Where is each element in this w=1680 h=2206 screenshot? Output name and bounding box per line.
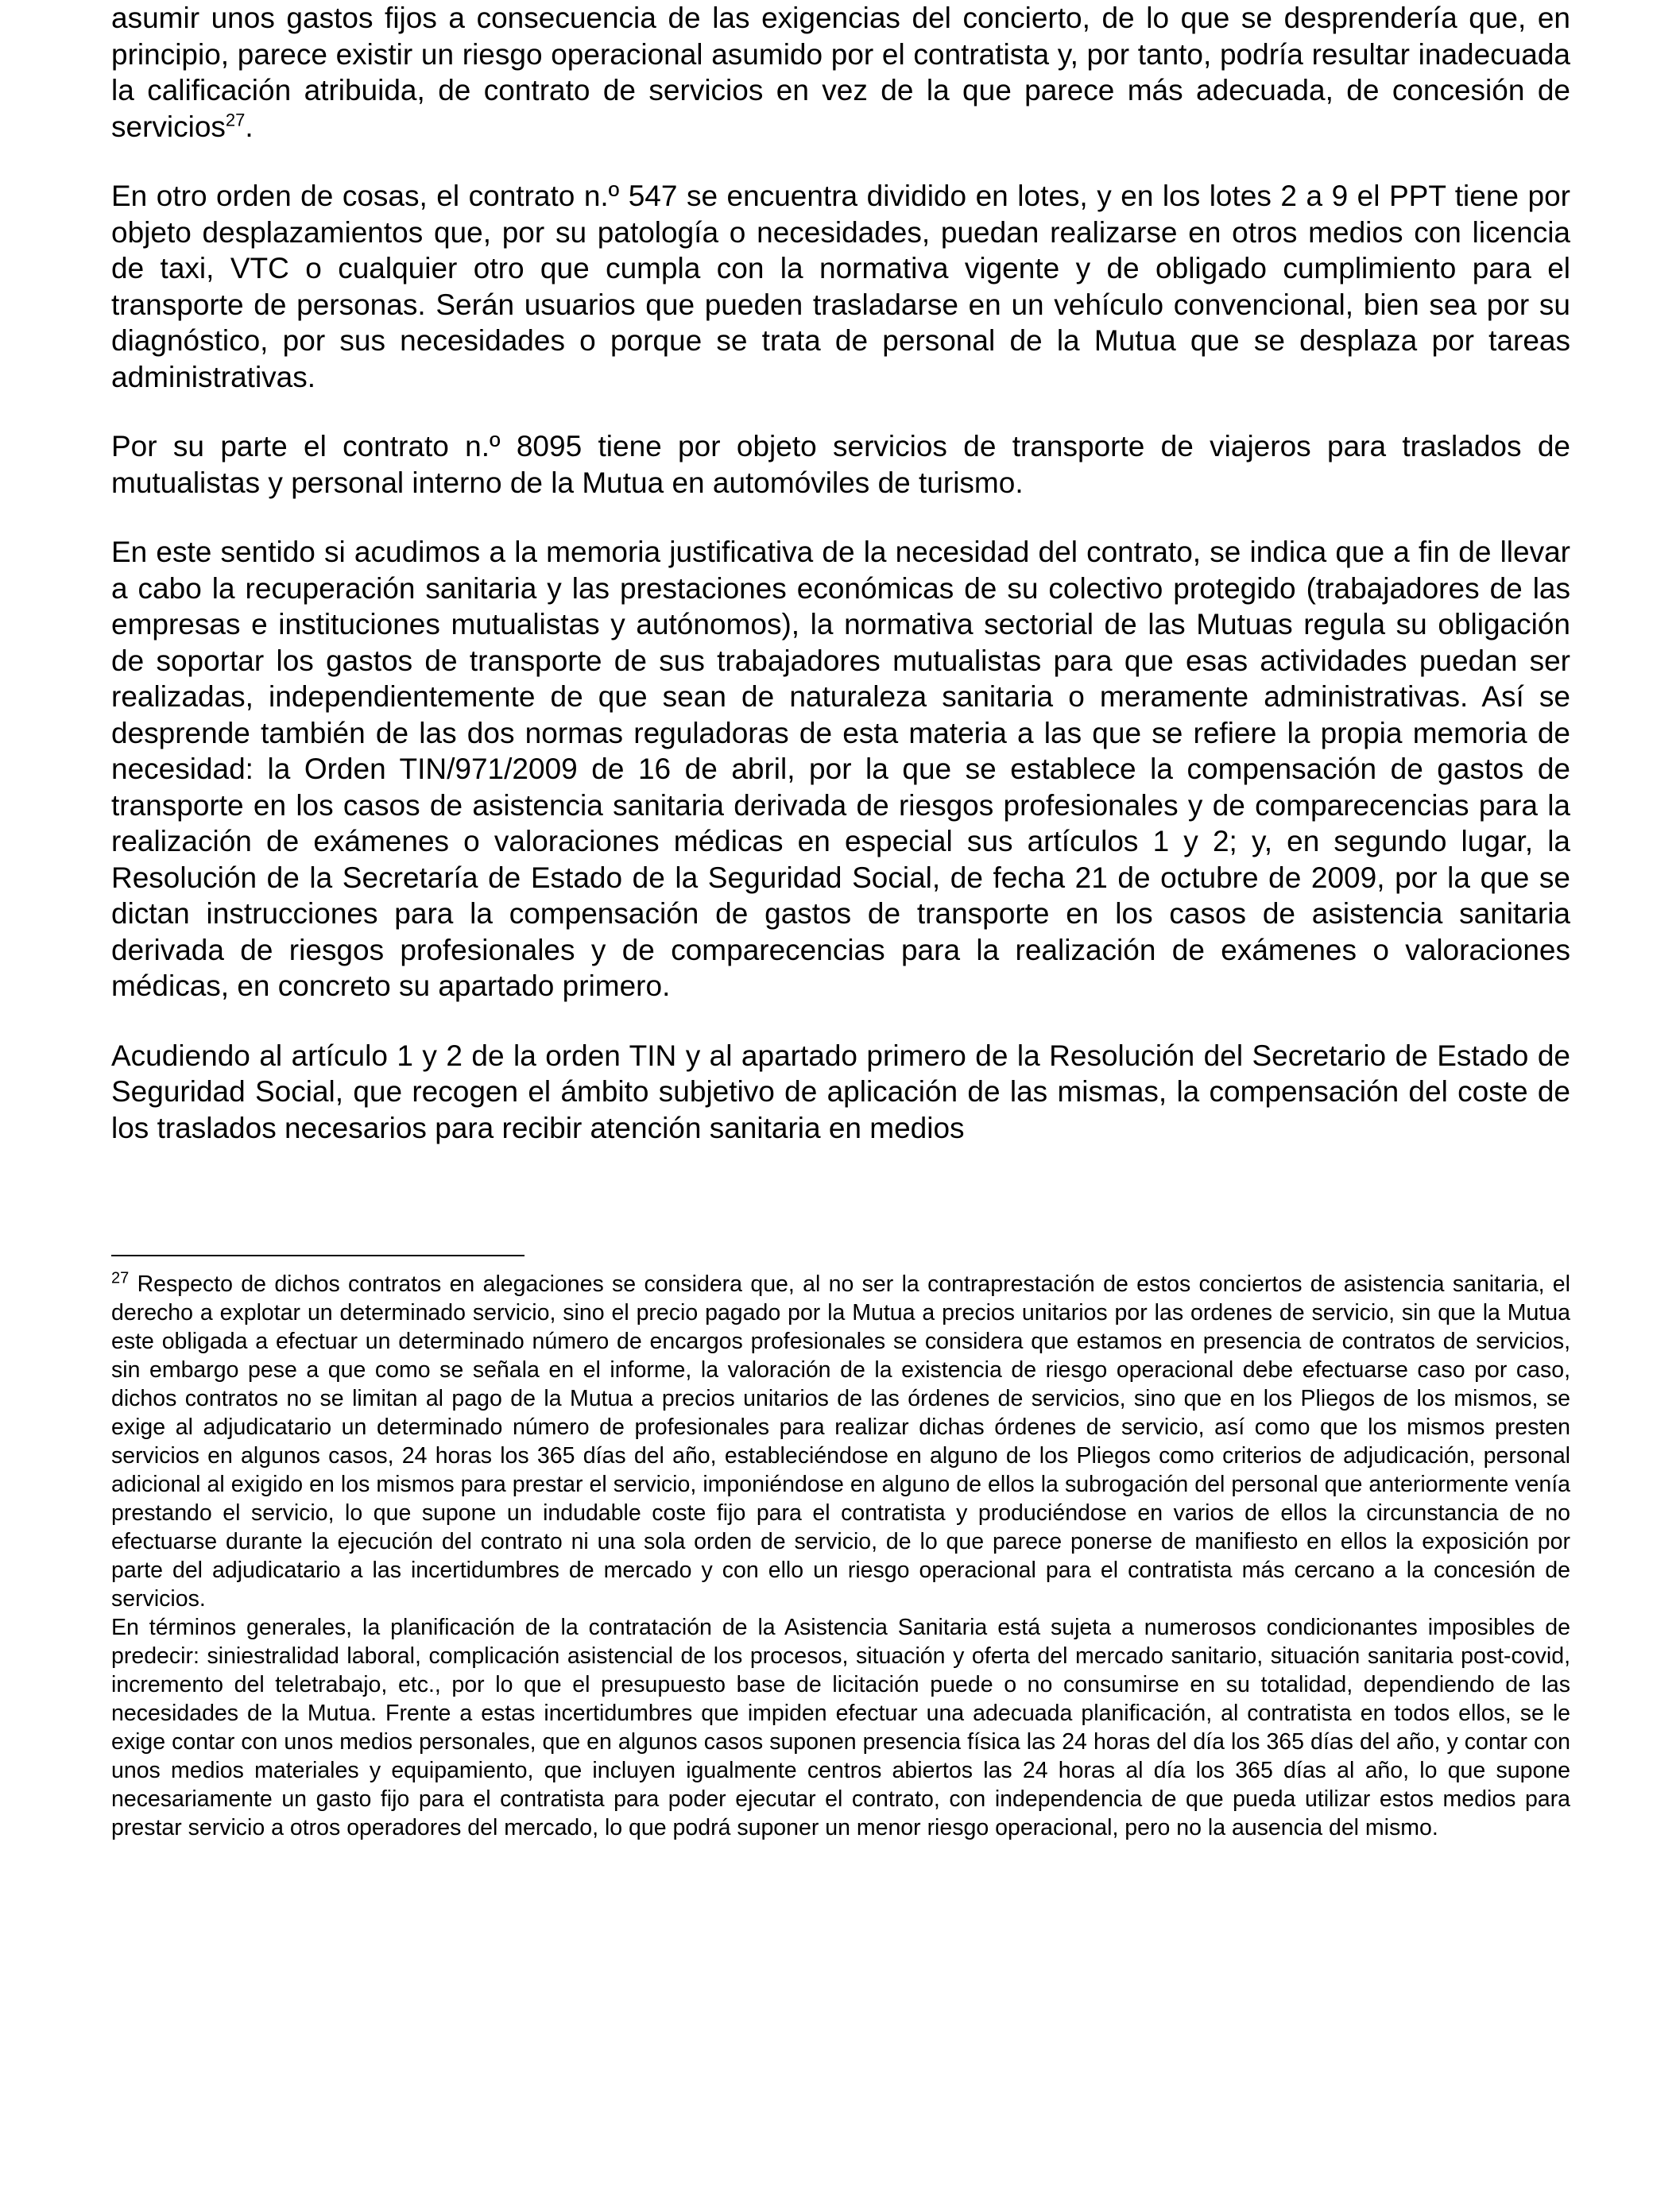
paragraph-1 [111,0,1570,145]
paragraph-3: Por su parte el contrato n.º 8095 tiene por objeto servicios de transporte de viajeros para traslados de mutualistas y personal interno de la Mutua en automóviles de turismo. [111,430,1570,499]
paragraph-1-tail: . [245,110,254,143]
footnote-reference-27: 27 [225,110,246,130]
footnote-27 [111,1270,1570,1613]
paragraph-5: Acudiendo al artículo 1 y 2 de la orden TIN y al apartado primero de la Resolución del Secretario de Estado de Seguridad Social, que recogen el ámbito subjetivo de aplicación de las mismas, la compensación del coste de los traslados necesarios para recibir atención sanitaria en medios [111,1039,1570,1144]
footnote-27-continuation: En términos generales, la planificación de la contratación de la Asistencia Sanitaria está sujeta a numerosos condicionantes imposibles de predecir: siniestralidad laboral, complicación asistencial de los procesos, situación y oferta del mercado sanitario, situación sanitaria post-covid, incremento del teletrabajo, etc., por lo que el presupuesto base de licitación puede o no consumirse en su totalidad, dependiendo de las necesidades de la Mutua. Frente a estas incertidumbres que impiden efectuar una adecuada planificación, al contratista en todos ellos, se le exige contar con unos medios personales, que en algunos casos suponen presencia física las 24 horas del día los 365 días del año, y contar con unos medios materiales y equipamiento, que incluyen igualmente centros abiertos las 24 horas al día los 365 días al año, lo que supone necesariamente un gasto fijo para el contratista para poder ejecutar el contrato, con independencia de que pueda utilizar estos medios para prestar servicio a otros operadores del mercado, lo que podrá suponer un menor riesgo operacional, pero no la ausencia del mismo. [111,1615,1570,1840]
paragraph-1-text: asumir unos gastos fijos a consecuencia de las exigencias del concierto, de lo que se desprendería que, en principio, parece existir un riesgo operacional asumido por el contratista y, por tanto, podría resultar inadecuada la calificación atribuida, de contrato de servicios en vez de la que parece más adecuada, de concesión de servicios [111,2,1570,143]
paragraph-4: En este sentido si acudimos a la memoria justificativa de la necesidad del contrato, se indica que a fin de llevar a cabo la recuperación sanitaria y las prestaciones económicas de su colectivo protegido (trabajadores de las empresas e instituciones mutualistas y autónomos), la normativa sectorial de las Mutuas regula su obligación de soportar los gastos de transporte de sus trabajadores mutualistas para que esas actividades puedan ser realizadas, independientemente de que sean de naturaleza sanitaria o meramente administrativas. Así se desprende también de las dos normas reguladoras de esta materia a las que se refiere la propia memoria de necesidad: la Orden TIN/971/2009 de 16 de abril, por la que se establece la compensación de gastos de transporte en los casos de asistencia sanitaria derivada de riesgos profesionales y de comparecencias para la realización de exámenes o valoraciones médicas en especial sus artículos 1 y 2; y, en segundo lugar, la Resolución de la Secretaría de Estado de la Seguridad Social, de fecha 21 de octubre de 2009, por la que se dictan instrucciones para la compensación de gastos de transporte en los casos de asistencia sanitaria derivada de riesgos profesionales y de comparecencias para la realización de exámenes o valoraciones médicas, en concreto su apartado primero. [111,536,1570,1002]
footnotes [111,1270,1570,1842]
footnote-separator [111,1255,525,1256]
footnote-number: 27 [111,1269,130,1287]
footnote-27-text: Respecto de dichos contratos en alegaciones se considera que, al no ser la contraprestación de estos conciertos de asistencia sanitaria, el derecho a explotar un determinado servicio, sino el precio pagado por la Mutua a precios unitarios por las ordenes de servicio, sin que la Mutua este obligada a efectuar un determinado número de encargos profesionales se considera que estamos en presencia de contratos de servicios, sin embargo pese a que como se señala en el informe, la valoración de la existencia de riesgo operacional debe efectuarse caso por caso, dichos contratos no se limitan al pago de la Mutua a precios unitarios de las órdenes de servicios, sino que en los Pliegos de los mismos, se exige al adjudicatario un determinado número de profesionales para realizar dichas órdenes de servicio, así como que los mismos presten servicios en algunos casos, 24 horas los 365 días del año, estableciéndose en alguno de los Pliegos como criterios de adjudicación, personal adicional al exigido en los mismos para prestar el servicio, imponiéndose en alguno de ellos la subrogación del personal que anteriormente venía prestando el servicio, lo que supone un indudable coste fijo para el contratista y produciéndose en varios de ellos la circunstancia de no efectuarse durante la ejecución del contrato ni una sola orden de servicio, de lo que parece ponerse de manifiesto en ellos la exposición por parte del adjudicatario a las incertidumbres de mercado y con ello un riesgo operacional para el contratista más cercano a la concesión de servicios. [111,1271,1570,1612]
main-body [111,0,1570,1179]
paragraph-2: En otro orden de cosas, el contrato n.º 547 se encuentra dividido en lotes, y en los lotes 2 a 9 el PPT tiene por objeto desplazamientos que, por su patología o necesidades, puedan realizarse en otros medios con licencia de taxi, VTC o cualquier otro que cumpla con la normativa vigente y de obligado cumplimiento para el transporte de personas. Serán usuarios que pueden trasladarse en un vehículo convencional, bien sea por su diagnóstico, por sus necesidades o porque se trata de personal de la Mutua que se desplaza por tareas administrativas. [111,180,1570,393]
